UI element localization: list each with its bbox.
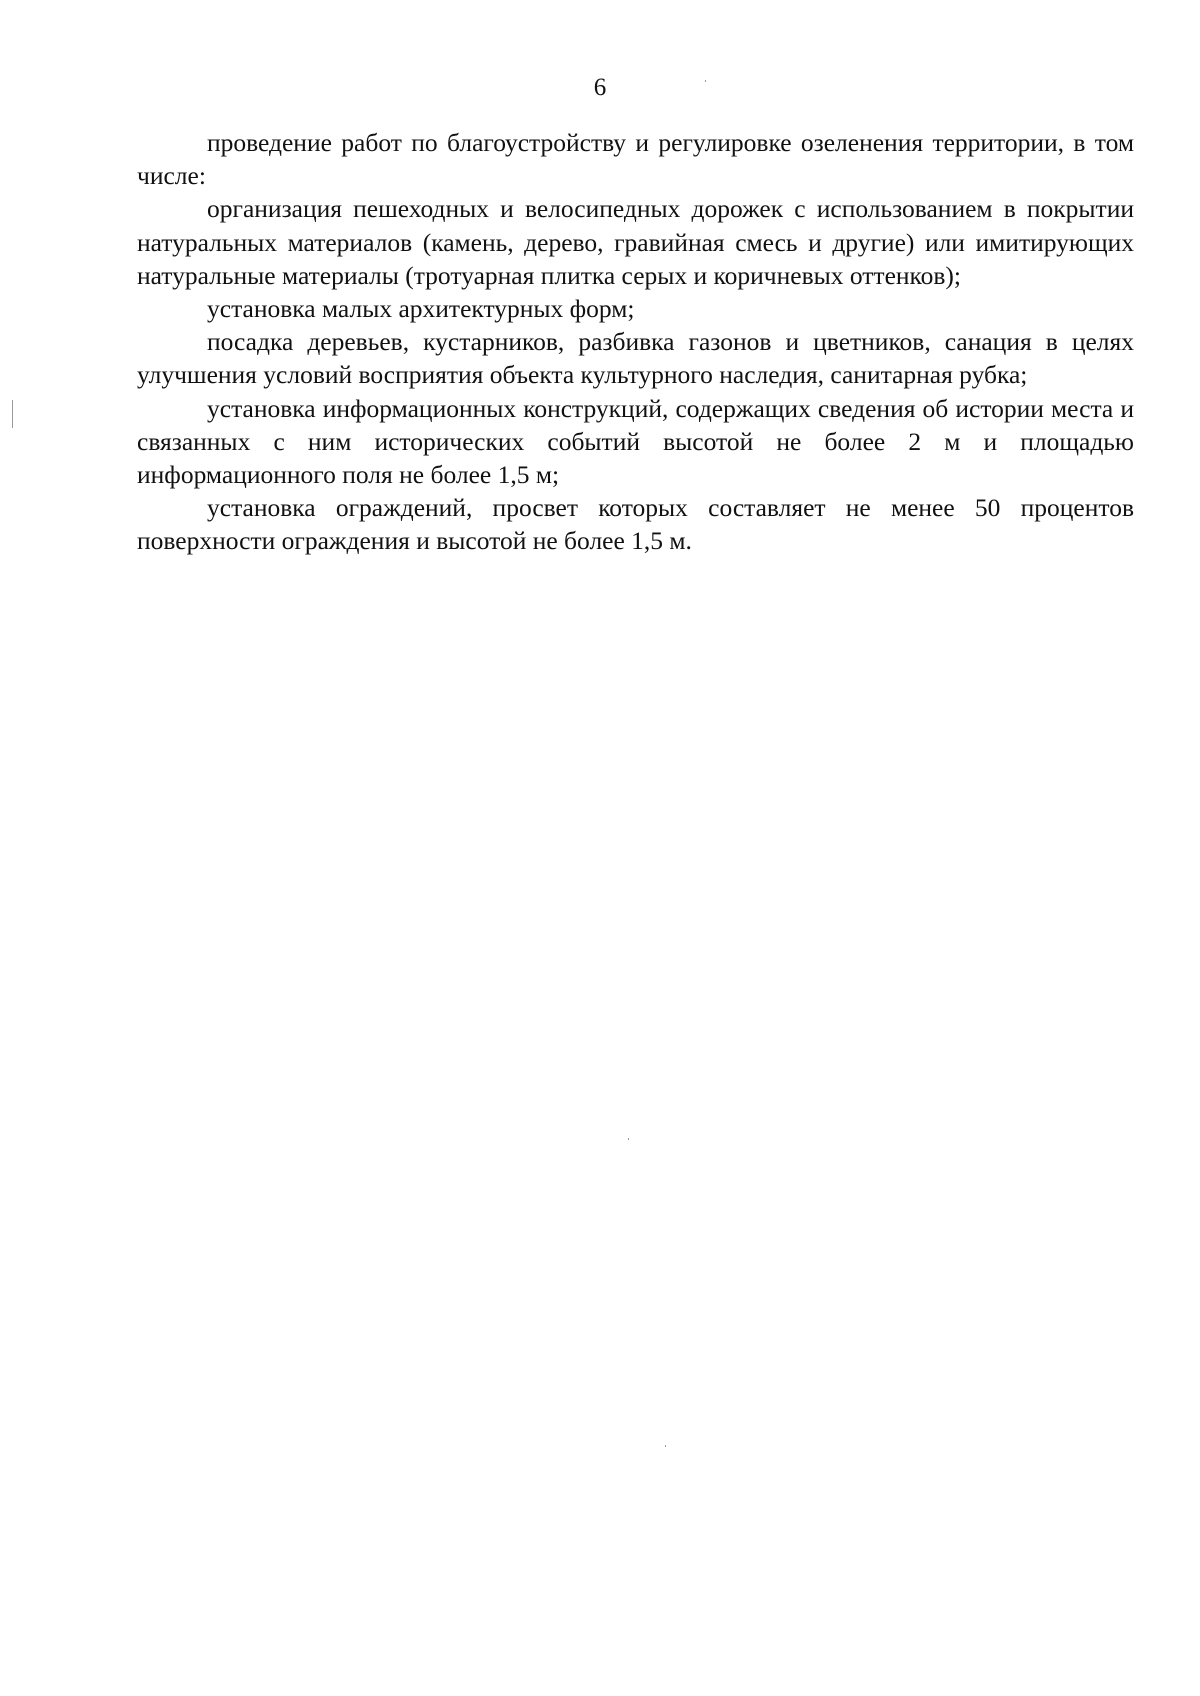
- scan-artifact: [12, 400, 13, 428]
- page-number: 6: [593, 74, 607, 101]
- scan-artifact: [665, 1445, 666, 1447]
- paragraph-info-structures: установка информационных конструкций, содержащих сведения об истории места и связанных с ним исторических событий высотой не более 2 м и площадью информационного поля не более 1,5 м;: [137, 393, 1134, 490]
- paragraph-planting: посадка деревьев, кустарников, разбивка газонов и цветников, санация в целях улучшения условий восприятия объекта культурного наследия, санитарная рубка;: [137, 327, 1134, 390]
- scan-artifact: [705, 80, 706, 82]
- paragraph-small-forms: установка малых архитектурных форм;: [207, 294, 635, 324]
- paragraph-paths: организация пешеходных и велосипедных дорожек с использованием в покрытии натуральных материалов (камень, дерево, гравийная смесь и другие) или имитирующих натуральные материалы (тротуарная плитка серых и коричневых оттенков);: [137, 194, 1134, 290]
- scan-artifact: [628, 1138, 629, 1140]
- paragraph-fences: установка ограждений, просвет которых составляет не менее 50 процентов поверхности ограждения и высотой не более 1,5 м.: [137, 493, 1134, 556]
- document-body: [137, 126, 1134, 558]
- paragraph-landscaping: проведение работ по благоустройству и регулировке озеленения территории, в том числе:: [137, 128, 1134, 191]
